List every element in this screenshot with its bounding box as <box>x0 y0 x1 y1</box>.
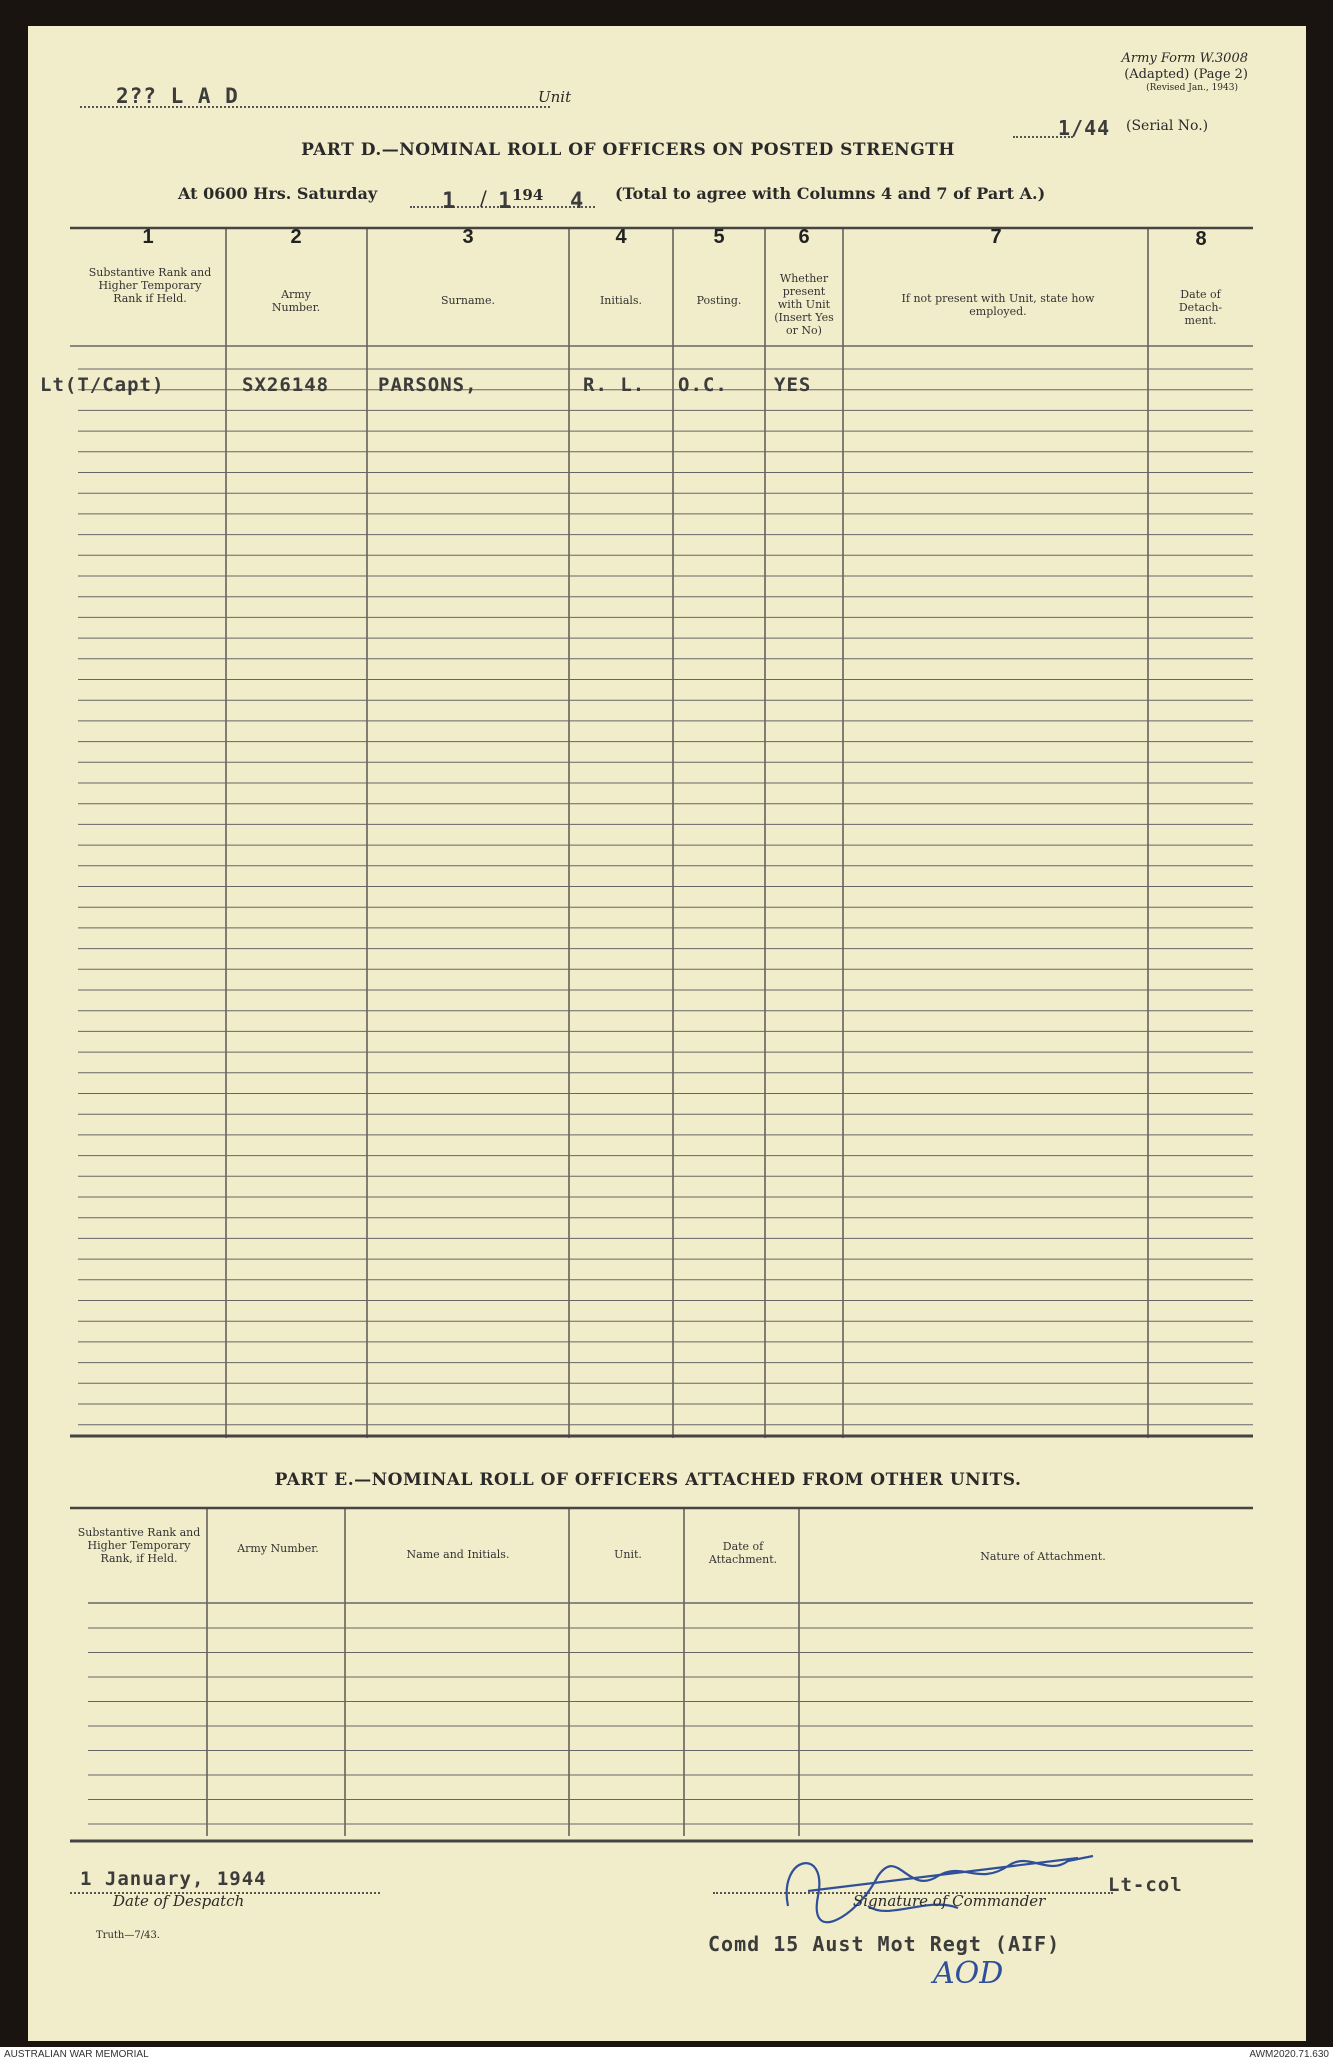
commander-signature <box>748 1836 1128 1936</box>
col-header-rank: Substantive Rank and Higher Temporary Rank if Held. <box>88 266 212 305</box>
date-separator: / <box>480 186 487 210</box>
date-year-digit: 4 <box>570 189 585 214</box>
despatch-date: 1 January, 1944 <box>80 1868 267 1890</box>
despatch-label: Date of Despatch <box>113 1892 245 1910</box>
commander-appointment: Comd 15 Aust Mot Regt (AIF) <box>708 1932 1061 1956</box>
total-note: (Total to agree with Columns 4 and 7 of Part A.) <box>615 184 1046 203</box>
at-time-label: At 0600 Hrs. Saturday <box>178 184 378 203</box>
handwritten-initials: AOD <box>933 1956 1004 1991</box>
unit-value: 2?? L A D <box>116 84 239 108</box>
footer-credit: AUSTRALIAN WAR MEMORIAL <box>4 2049 149 2060</box>
col-num-4: 4 <box>615 226 627 248</box>
col-header-initials: Initials. <box>599 294 643 307</box>
col-num-8: 8 <box>1195 228 1207 250</box>
col-num-6: 6 <box>798 226 810 248</box>
col-num-3: 3 <box>462 226 474 248</box>
printer-imprint: Truth—7/43. <box>96 1930 160 1941</box>
date-day: 1 <box>442 189 457 214</box>
serial-label: (Serial No.) <box>1126 118 1209 134</box>
col-header-present: Whether present with Unit (Insert Yes or No) <box>774 272 834 337</box>
part-d-title: PART D.—NOMINAL ROLL OF OFFICERS ON POSTED STRENGTH <box>301 140 955 160</box>
form-name: Army Form W.3008 <box>1121 51 1248 66</box>
col-header-posting: Posting. <box>696 294 742 307</box>
commander-label: Signature of Commander <box>853 1892 1046 1910</box>
e-header-name: Name and Initials. <box>406 1548 510 1561</box>
entry-present: YES <box>774 374 812 396</box>
part-e-title: PART E.—NOMINAL ROLL OF OFFICERS ATTACHED FROM OTHER UNITS. <box>274 1470 1022 1490</box>
form-revised: (Revised Jan., 1943) <box>1146 83 1238 93</box>
date-month: 1 <box>498 189 513 214</box>
col-num-7: 7 <box>990 226 1002 248</box>
form-adapted: (Adapted) (Page 2) <box>1124 67 1248 82</box>
e-header-date: Date of Attachment. <box>708 1540 778 1566</box>
col-header-surname: Surname. <box>441 294 495 307</box>
commander-rank: Lt-col <box>1108 1874 1183 1896</box>
form-sheet <box>28 26 1306 2041</box>
e-header-unit: Unit. <box>614 1548 642 1561</box>
e-header-nature: Nature of Attachment. <box>980 1550 1106 1563</box>
entry-initials: R. L. <box>583 374 646 396</box>
entry-surname: PARSONS, <box>378 374 478 396</box>
unit-label: Unit <box>538 88 572 106</box>
col-header-detachment: Date of Detach-ment. <box>1178 288 1223 327</box>
date-year-prefix: 194 <box>512 186 544 204</box>
entry-rank: Lt(T/Capt) <box>40 374 165 396</box>
entry-posting: O.C. <box>678 374 728 396</box>
col-num-2: 2 <box>290 226 302 248</box>
entry-army-number: SX26148 <box>242 374 330 396</box>
col-num-5: 5 <box>713 226 725 248</box>
part-d-grid <box>28 26 1306 1546</box>
col-header-army-number: Army Number. <box>271 288 321 314</box>
col-num-1: 1 <box>142 226 154 248</box>
serial-value: 1/44 <box>1058 116 1111 140</box>
col-header-employed: If not present with Unit, state how employed. <box>901 292 1095 318</box>
e-header-rank: Substantive Rank and Higher Temporary Rank, if Held. <box>77 1526 201 1565</box>
e-header-army-number: Army Number. <box>237 1542 319 1555</box>
footer-accession-number: AWM2020.71.630 <box>1249 2049 1329 2060</box>
